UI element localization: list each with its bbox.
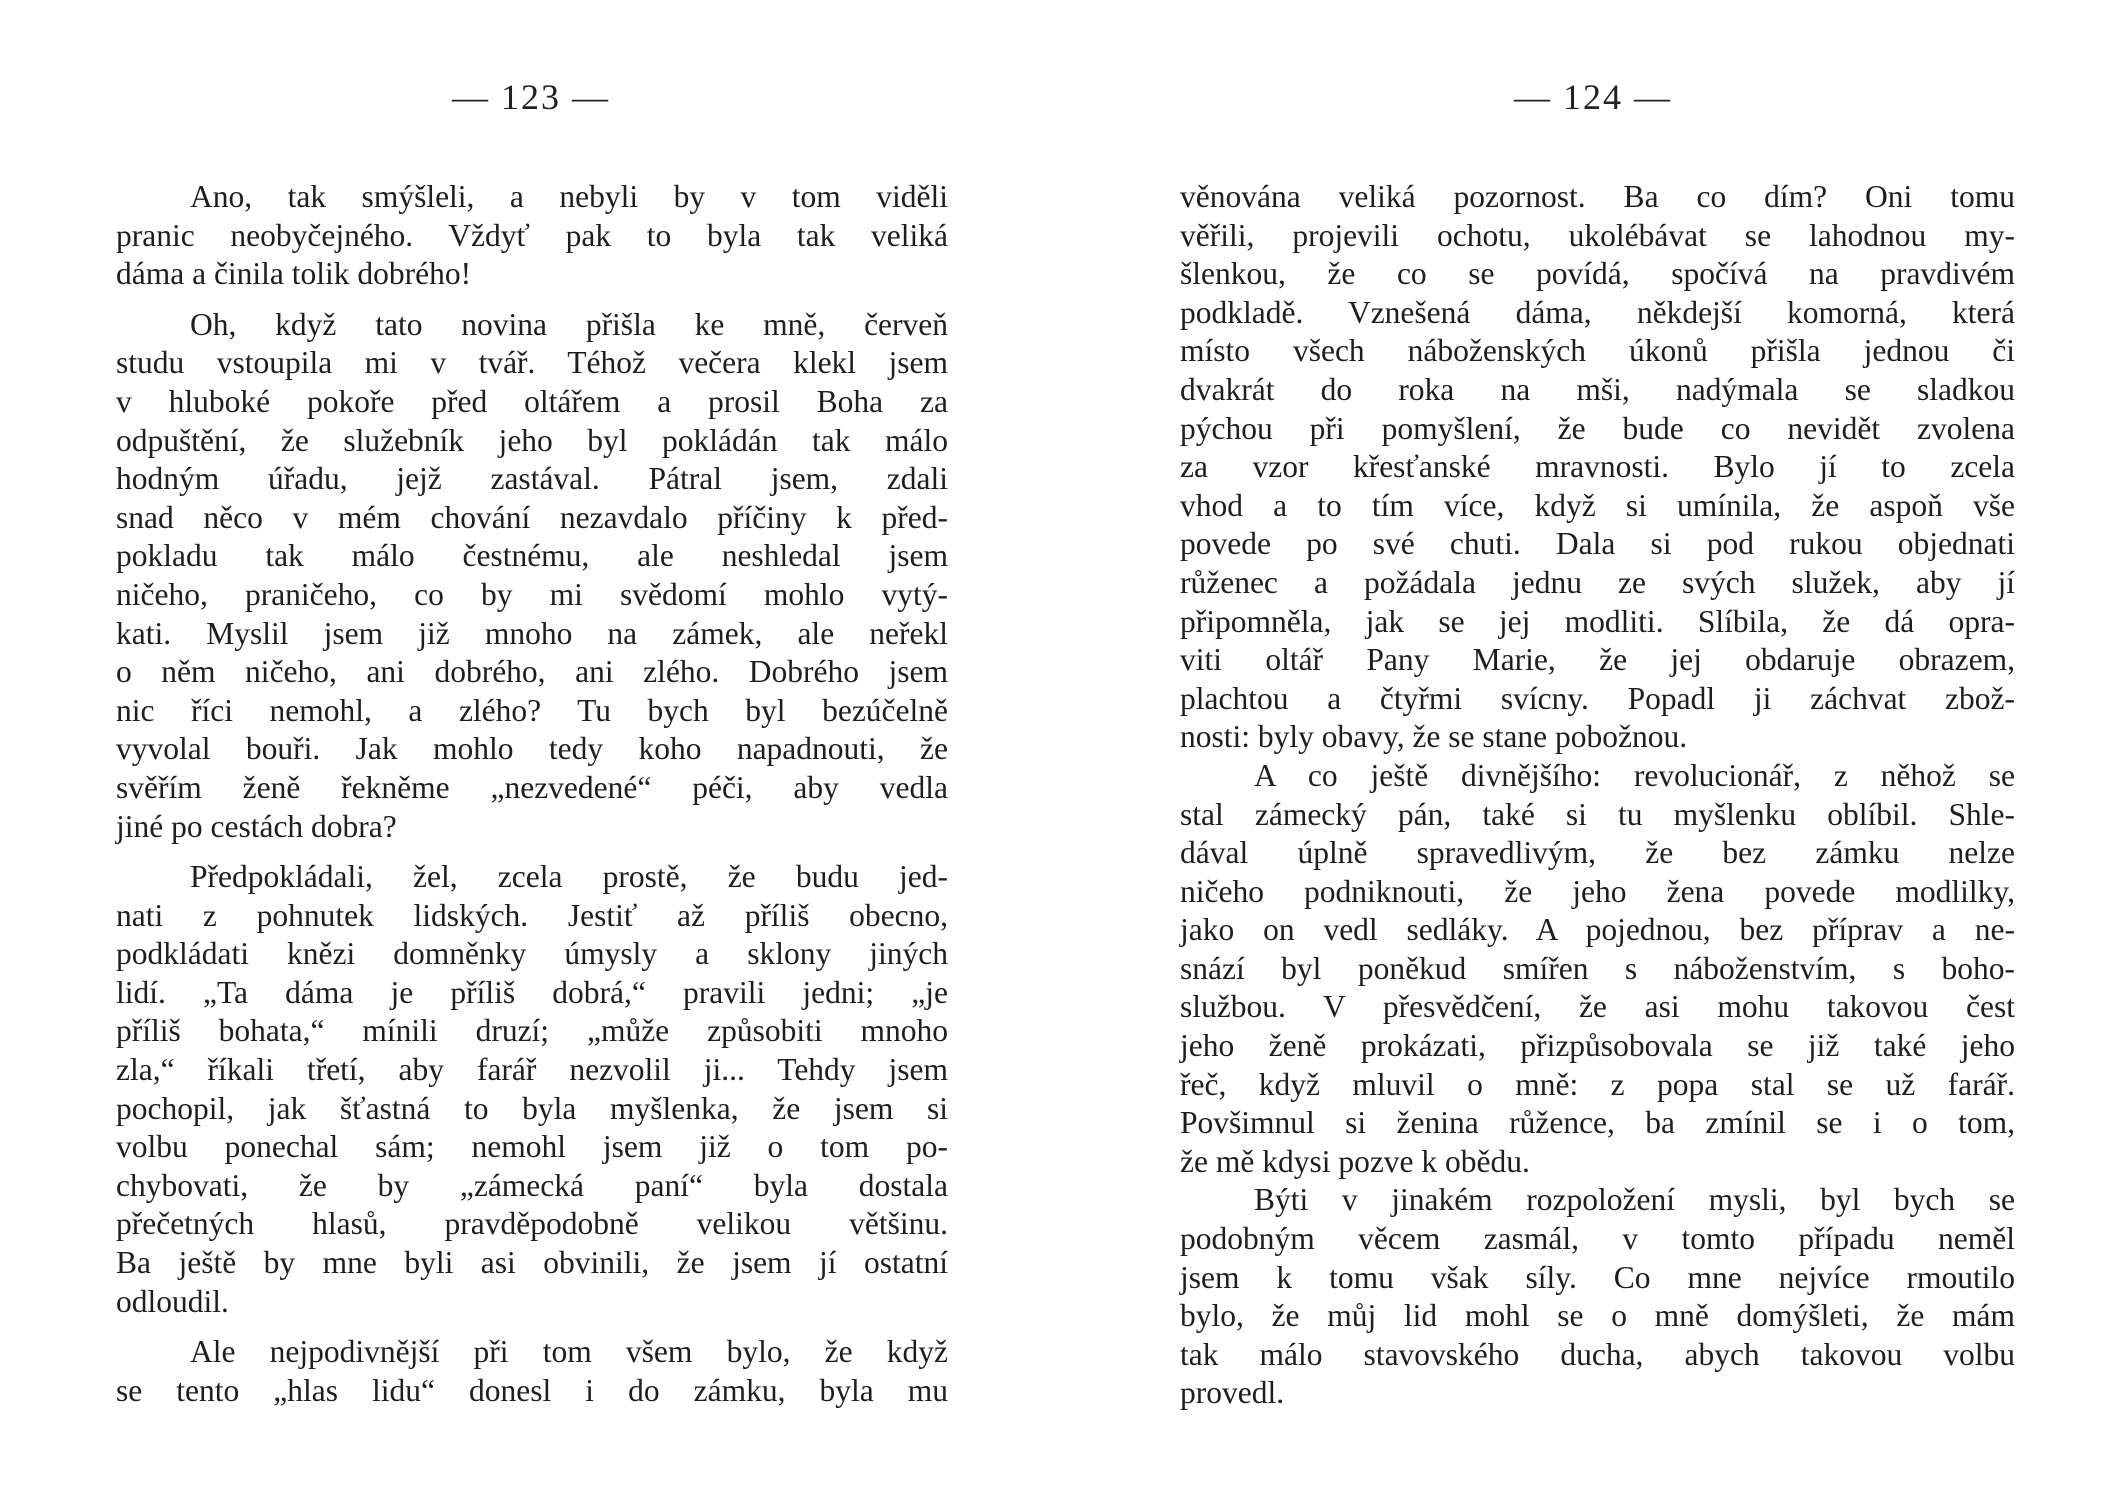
paragraph bbox=[116, 178, 948, 294]
text-line: svěřím ženě řekněme „nezvedené“ péči, aby vedla bbox=[116, 769, 948, 805]
text-line: v hluboké pokoře před oltářem a prosil Boha za bbox=[116, 383, 948, 419]
text-line: viti oltář Pany Marie, že jej obdaruje obrazem, bbox=[1180, 642, 2015, 678]
text-line: Povšimnul si ženina růžence, ba zmínil se i o tom, bbox=[1180, 1105, 2015, 1141]
text-line: Ba ještě by mne byli asi obvinili, že jsem jí ostatní bbox=[116, 1245, 948, 1281]
text-line: dával úplně spravedlivým, že bez zámku nelze bbox=[1180, 835, 2015, 871]
text-line: plachtou a čtyřmi svícny. Popadl ji záchvat zbož- bbox=[1180, 680, 2015, 716]
text-line: šlenkou, že co se povídá, spočívá na pravdivém bbox=[1180, 256, 2015, 292]
text-line: Ano, tak smýšleli, a nebyli by v tom viděli bbox=[190, 179, 948, 214]
text-line: podkladě. Vznešená dáma, někdejší komorná, která bbox=[1180, 294, 2015, 330]
text-line: jsem k tomu však síly. Co mne nejvíce rmoutilo bbox=[1180, 1259, 2015, 1295]
right-page-text bbox=[1180, 178, 2015, 1413]
text-line: nosti: byly obavy, že se stane pobožnou. bbox=[1180, 719, 1688, 755]
text-line: připomněla, jak se jej modliti. Slíbila, že dá opra- bbox=[1180, 603, 2015, 639]
right-page-number: — 124 — bbox=[1514, 77, 1672, 117]
text-line: místo všech náboženských úkonů přišla jednou či bbox=[1180, 333, 2015, 369]
text-line: bylo, že můj lid mohl se o mně domýšleti, že mám bbox=[1180, 1298, 2015, 1334]
text-line: kati. Myslil jsem již mnoho na zámek, ale neřekl bbox=[116, 615, 948, 651]
text-line: vhod a to tím více, když si umínila, že aspoň vše bbox=[1180, 487, 2015, 523]
text-line: stal zámecký pán, také si tu myšlenku oblíbil. Shle- bbox=[1180, 796, 2015, 832]
paragraph bbox=[1180, 178, 2015, 757]
text-line: pokladu tak málo čestnému, ale neshledal jsem bbox=[116, 538, 948, 574]
text-line: věnována veliká pozornost. Ba co dím? Oni tomu bbox=[1180, 179, 2015, 214]
text-line: věřili, projevili ochotu, ukolébávat se lahodnou my- bbox=[1180, 217, 2015, 253]
text-line: pochopil, jak šťastná to byla myšlenka, že jsem si bbox=[116, 1090, 948, 1126]
text-line: podobným věcem zasmál, v tomto případu neměl bbox=[1180, 1221, 2015, 1257]
right-page bbox=[1054, 0, 2108, 1500]
text-line: tak málo stavovského ducha, abych takovou volbu bbox=[1180, 1336, 2015, 1372]
text-line: lidí. „Ta dáma je příliš dobrá,“ pravili jedni; „je bbox=[116, 974, 948, 1010]
paragraph bbox=[116, 858, 948, 1321]
text-line: řeč, když mluvil o mně: z popa stal se už farář. bbox=[1180, 1066, 2015, 1102]
text-line: dvakrát do roka na mši, nadýmala se sladkou bbox=[1180, 371, 2015, 407]
text-line: přečetných hlasů, pravděpodobně velikou většinu. bbox=[116, 1206, 948, 1242]
text-line: se tento „hlas lidu“ donesl i do zámku, byla mu bbox=[116, 1372, 948, 1408]
text-line: službou. V přesvědčení, že asi mohu takovou čest bbox=[1180, 989, 2015, 1025]
text-line: růženec a požádala jednu ze svých služek, aby jí bbox=[1180, 564, 2015, 600]
left-page-number: — 123 — bbox=[452, 77, 610, 117]
text-line: chybovati, že by „zámecká paní“ byla dostala bbox=[116, 1167, 948, 1203]
text-line: dáma a činila tolik dobrého! bbox=[116, 256, 472, 292]
text-line: zla,“ říkali třetí, aby farář nezvolil ji... Tehdy jsem bbox=[116, 1052, 948, 1088]
text-line: pýchou při pomyšlení, že bude co nevidět zvolena bbox=[1180, 410, 2015, 446]
paragraph bbox=[1180, 1181, 2015, 1413]
text-line: povede po své chuti. Dala si pod rukou objednati bbox=[1180, 526, 2015, 562]
text-line: odpuštění, že služebník jeho byl pokládán tak málo bbox=[116, 422, 948, 458]
paragraph bbox=[116, 306, 948, 846]
paragraph bbox=[116, 1333, 948, 1410]
text-line: vyvolal bouři. Jak mohlo tedy koho napadnouti, že bbox=[116, 731, 948, 767]
paragraph bbox=[1180, 757, 2015, 1182]
text-line: studu vstoupila mi v tvář. Téhož večera klekl jsem bbox=[116, 345, 948, 381]
text-line: jako on vedl sedláky. A pojednou, bez příprav a ne- bbox=[1180, 912, 2015, 948]
text-line: provedl. bbox=[1180, 1375, 1285, 1411]
text-line: ničeho podniknouti, že jeho žena povede modlilky, bbox=[1180, 873, 2015, 909]
text-line: jiné po cestách dobra? bbox=[116, 808, 397, 844]
text-line: hodným úřadu, jejž zastával. Pátral jsem, zdali bbox=[116, 461, 948, 497]
text-line: snází byl poněkud smířen s náboženstvím, s boho- bbox=[1180, 950, 2015, 986]
text-line: odloudil. bbox=[116, 1283, 229, 1319]
text-line: A co ještě divnějšího: revolucionář, z něhož se bbox=[1254, 757, 2015, 793]
text-line: Oh, když tato novina přišla ke mně, červeň bbox=[190, 306, 948, 342]
text-line: ničeho, praničeho, co by mi svědomí mohlo vytý- bbox=[116, 576, 948, 612]
text-line: Býti v jinakém rozpoložení mysli, byl bych se bbox=[1254, 1182, 2015, 1218]
text-line: nati z pohnutek lidských. Jestiť až příliš obecno, bbox=[116, 897, 948, 933]
text-line: že mě kdysi pozve k obědu. bbox=[1180, 1143, 1530, 1179]
text-line: Ale nejpodivnější při tom všem bylo, že když bbox=[190, 1334, 948, 1370]
text-line: za vzor křesťanské mravnosti. Bylo jí to zcela bbox=[1180, 449, 2015, 485]
text-line: nic říci nemohl, a zlého? Tu bych byl bezúčelně bbox=[116, 692, 948, 728]
text-line: pranic neobyčejného. Vždyť pak to byla tak veliká bbox=[116, 217, 948, 253]
text-line: příliš bohata,“ mínili druzí; „může způsobiti mnoho bbox=[116, 1013, 948, 1049]
text-line: volbu ponechal sám; nemohl jsem již o tom po- bbox=[116, 1129, 948, 1165]
text-line: podkládati knězi domněnky úmysly a sklony jiných bbox=[116, 936, 948, 972]
text-line: snad něco v mém chování nezavdalo příčiny k před- bbox=[116, 499, 948, 535]
text-line: o něm ničeho, ani dobrého, ani zlého. Dobrého jsem bbox=[116, 654, 948, 690]
left-page-text bbox=[116, 178, 948, 1410]
text-line: jeho ženě prokázati, přizpůsobovala se již také jeho bbox=[1180, 1028, 2015, 1064]
text-line: Předpokládali, žel, zcela prostě, že budu jed- bbox=[190, 859, 948, 895]
